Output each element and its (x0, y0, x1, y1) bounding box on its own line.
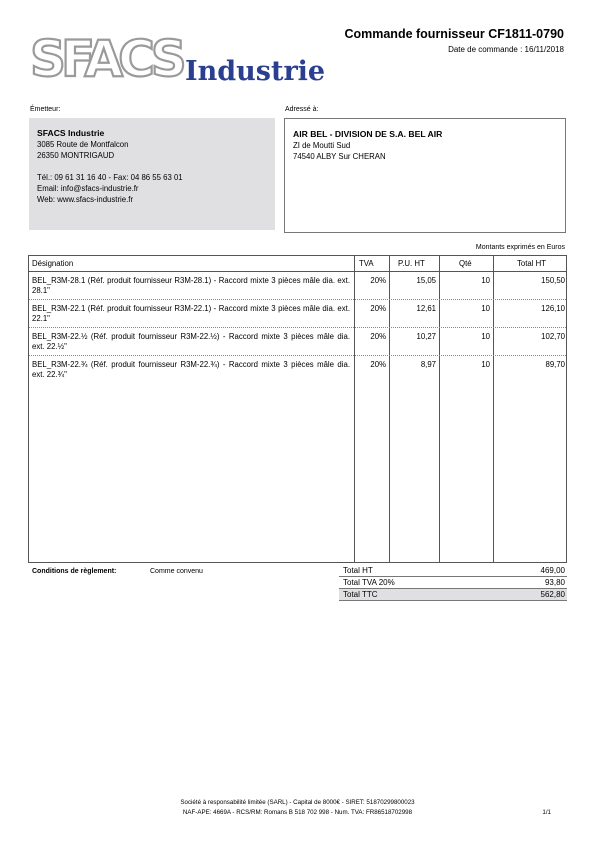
row-tva: 20% (370, 360, 386, 369)
total-ht-label: Total HT (343, 566, 373, 575)
sender-address-line2: 26350 MONTRIGAUD (37, 151, 115, 160)
row-unit-price: 10,27 (416, 332, 436, 341)
sender-label: Émetteur: (30, 106, 61, 113)
recipient-label: Adressé à: (285, 106, 319, 113)
logo-industrie-text: Industrie (185, 56, 326, 87)
row-quantity: 10 (481, 360, 490, 369)
row-designation: BEL_R3M-22.½ (Réf. produit fournisseur R3M-22.½) - Raccord mixte 3 pièces mâle dia. ext. 22.½" (32, 332, 350, 351)
row-quantity: 10 (481, 304, 490, 313)
footer-legal-line1: Société à responsabilité limitée (SARL) - Capital de 8000€ - SIRET: 51870299800023 (180, 799, 415, 806)
recipient-name: AIR BEL - DIVISION DE S.A. BEL AIR (293, 129, 443, 139)
header-designation: Désignation (32, 259, 74, 268)
table-row (29, 272, 566, 300)
total-ttc-label: Total TTC (343, 590, 378, 599)
sender-email: Email: info@sfacs-industrie.fr (37, 184, 139, 193)
row-total: 126,10 (541, 304, 565, 313)
header-quantity: Qté (459, 259, 472, 268)
row-tva: 20% (370, 276, 386, 285)
row-unit-price: 12,61 (416, 304, 436, 313)
row-tva: 20% (370, 304, 386, 313)
row-quantity: 10 (481, 332, 490, 341)
row-quantity: 10 (481, 276, 490, 285)
table-row (29, 300, 566, 328)
table-header (29, 256, 566, 272)
total-tva-value: 93,80 (544, 578, 565, 587)
header-tva: TVA (359, 259, 374, 268)
row-total: 102,70 (541, 332, 565, 341)
row-total: 89,70 (545, 360, 565, 369)
row-designation: BEL_R3M-22.¾ (Réf. produit fournisseur R3M-22.¾) - Raccord mixte 3 pièces mâle dia. ext. 22.¾" (32, 360, 350, 379)
total-ht-value: 469,00 (540, 566, 565, 575)
sender-address-line1: 3085 Route de Montfalcon (37, 140, 129, 149)
row-unit-price: 15,05 (416, 276, 436, 285)
row-tva: 20% (370, 332, 386, 341)
payment-conditions-value: Comme convenu (150, 568, 203, 575)
total-ttc-value: 562,80 (540, 590, 565, 599)
logo-sfacs-text: SFACS (30, 30, 182, 88)
row-designation: BEL_R3M-28.1 (Réf. produit fournisseur R3M-28.1) - Raccord mixte 3 pièces mâle dia. ext. 28.1" (32, 276, 350, 295)
total-ttc-row (339, 589, 567, 601)
row-total: 150,50 (541, 276, 565, 285)
currency-note: Montants exprimés en Euros (475, 244, 565, 251)
recipient-box (284, 118, 566, 233)
sender-web: Web: www.sfacs-industrie.fr (37, 195, 134, 204)
table-row (29, 356, 566, 386)
sender-phone: Tél.: 09 61 31 16 40 - Fax: 04 86 55 63 01 (37, 173, 183, 182)
order-date: Date de commande : 16/11/2018 (448, 45, 564, 54)
row-unit-price: 8,97 (420, 360, 436, 369)
total-tva-label: Total TVA 20% (343, 578, 395, 587)
document-title: Commande fournisseur CF1811-0790 (344, 27, 564, 41)
sender-box (29, 118, 275, 230)
table-row (29, 328, 566, 356)
recipient-address-line2: 74540 ALBY Sur CHERAN (293, 152, 386, 161)
total-tva-row (339, 577, 567, 589)
sender-name: SFACS Industrie (37, 128, 105, 138)
footer-legal-line2: NAF-APE: 4669A - RCS/RM: Romans B 518 702 998 - Num. TVA: FR86518702998 (182, 809, 413, 816)
company-logo (30, 30, 330, 90)
items-table (28, 255, 567, 563)
page-number: 1/1 (542, 809, 551, 816)
total-ht-row (339, 565, 567, 577)
header-total: Total HT (517, 259, 547, 268)
recipient-address-line1: ZI de Moutti Sud (293, 141, 351, 150)
row-designation: BEL_R3M-22.1 (Réf. produit fournisseur R3M-22.1) - Raccord mixte 3 pièces mâle dia. ext. 22.1" (32, 304, 350, 323)
payment-conditions-label: Conditions de règlement: (32, 568, 117, 575)
header-unit-price: P.U. HT (398, 259, 425, 268)
totals-block (339, 565, 567, 601)
